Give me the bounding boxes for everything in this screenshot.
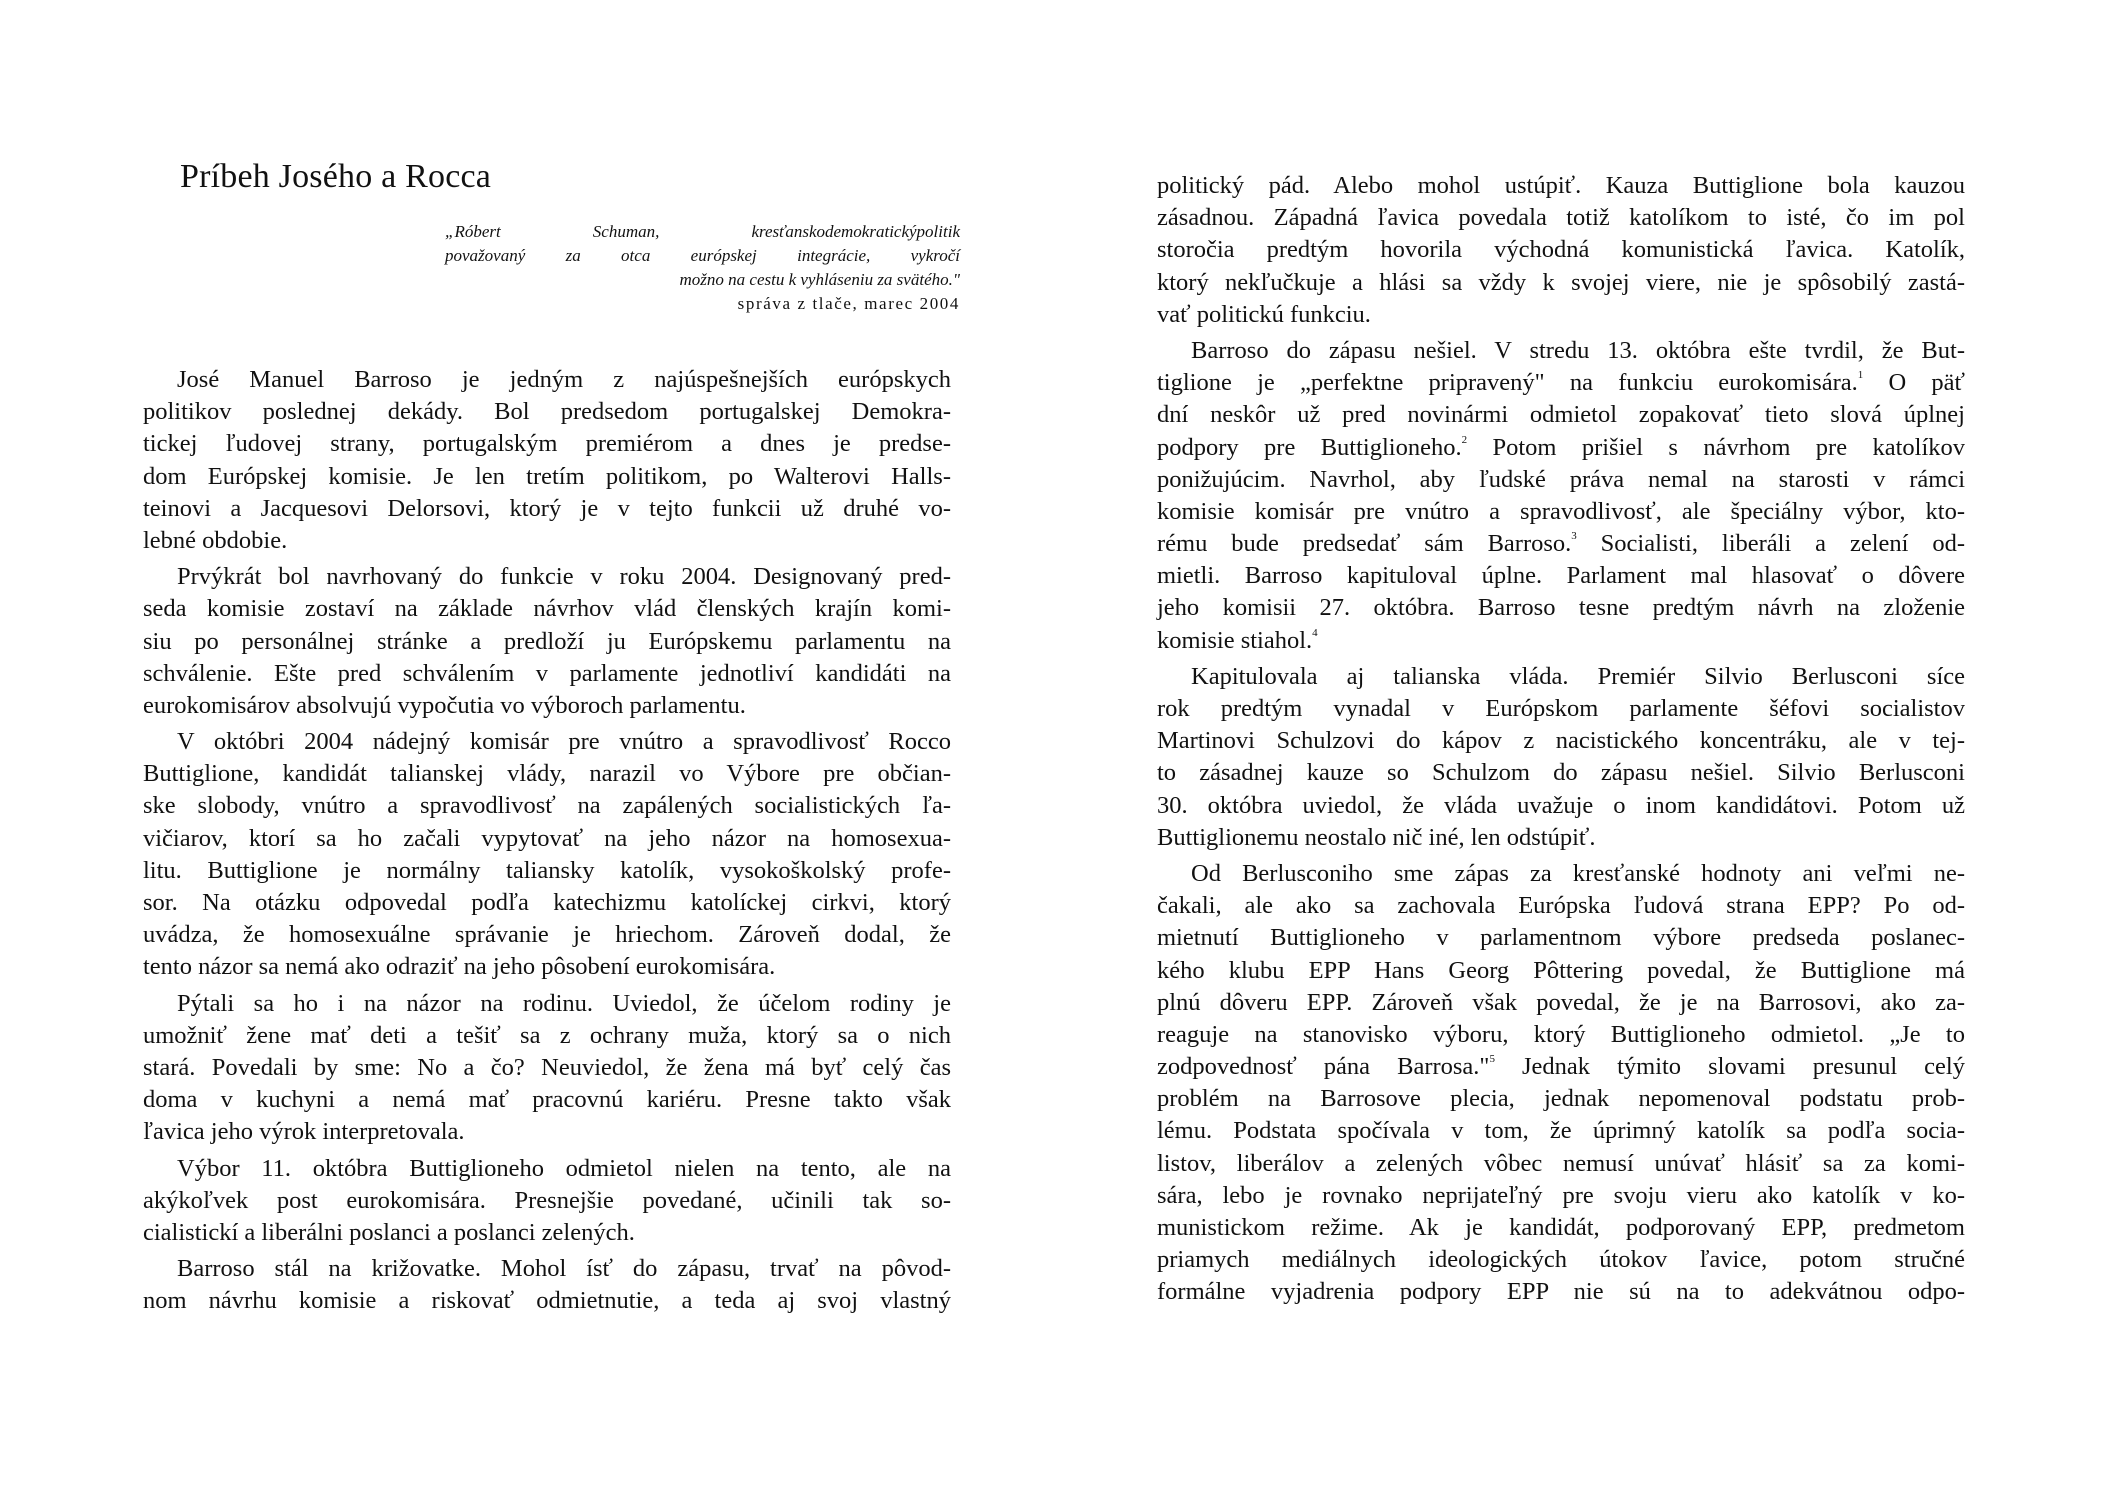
text-line: doma v kuchyni a nemá mať pracovnú kariéru. Presne takto však xyxy=(143,1086,951,1114)
text-line: Prvýkrát bol navrhovaný do funkcie v roku 2004. Designovaný pred- xyxy=(177,563,951,591)
text-line: formálne vyjadrenia podpory EPP nie sú na to adekvátnou odpo- xyxy=(1157,1278,1965,1306)
text-line: priamych mediálnych ideologických útokov ľavice, potom stručné xyxy=(1157,1246,1965,1274)
text-line: lebné obdobie. xyxy=(143,526,288,554)
footnote-marker: 3 xyxy=(1571,530,1577,543)
text-line: tiglione je „perfektne pripravený" na funkciu eurokomisára.$^1$ O päť xyxy=(1157,369,1965,397)
text-line: mietli. Barroso kapituloval úplne. Parlament mal hlasovať o dôvere xyxy=(1157,562,1965,590)
paragraph xyxy=(143,988,951,1149)
paragraph xyxy=(1157,661,1965,854)
paragraph xyxy=(143,1253,951,1317)
text-line: eurokomisárov absolvujú vypočutia vo výboroch parlamentu. xyxy=(143,691,746,719)
text-line: siu po personálnej stránke a predloží ju Európskemu parlamentu na xyxy=(143,627,951,655)
text-line: teinovi a Jacquesovi Delorsovi, ktorý je v tejto funkcii už druhé vo- xyxy=(143,494,951,522)
text-line: lému. Podstata spočívala v tom, že úprimný katolík sa podľa socia- xyxy=(1157,1117,1965,1145)
text-line: podpory pre Buttiglioneho.$^2$ Potom prišiel s návrhom pre katolíkov xyxy=(1157,433,1965,461)
chapter-title: Príbeh Josého a Rocca xyxy=(180,158,492,195)
paragraph xyxy=(1157,858,1965,1309)
text-line: José Manuel Barroso je jedným z najúspešnejších európskych xyxy=(177,366,951,393)
text-line: Martinovi Schulzovi do kápov z nacistického koncentráku, ale v tej- xyxy=(1157,727,1965,755)
text-line: litu. Buttiglione je normálny taliansky katolík, vysokoškolský profe- xyxy=(143,856,951,884)
text-line: dom Európskej komisie. Je len tretím politikom, po Walterovi Halls- xyxy=(143,462,951,490)
text-line: tento názor sa nemá ako odraziť na jeho pôsobení eurokomisára. xyxy=(143,953,776,981)
text-line: stará. Povedali by sme: No a čo? Neuviedol, že žena má byť celý čas xyxy=(143,1053,951,1081)
left-text-column xyxy=(143,364,951,1321)
text-line: Pýtali sa ho i na názor na rodinu. Uviedol, že účelom rodiny je xyxy=(177,989,951,1017)
text-line: politický pád. Alebo mohol ustúpiť. Kauza Buttiglione bola kauzou xyxy=(1157,172,1965,199)
text-line: mietnutí Buttiglioneho v parlamentnom výbore predseda poslanec- xyxy=(1157,924,1965,952)
text-line: vať politickú funkciu. xyxy=(1157,300,1371,328)
text-line: schválenie. Ešte pred schválením v parlamente jednotliví kandidáti na xyxy=(143,659,951,687)
text-line: cialistickí a liberálni poslanci a poslanci zelených. xyxy=(143,1218,635,1246)
text-line: Výbor 11. októbra Buttiglioneho odmietol nielen na tento, ale na xyxy=(177,1154,951,1182)
text-line: Od Berlusconiho sme zápas za kresťanské hodnoty ani veľmi ne- xyxy=(1191,859,1965,887)
text-line: komisie komisár pre vnútro a spravodlivosť, ale špeciálny výbor, kto- xyxy=(1157,497,1965,525)
text-line: problém na Barrosove plecia, jednak nepomenoval podstatu prob- xyxy=(1157,1085,1965,1113)
paragraph xyxy=(1157,335,1965,657)
text-line: plnú dôveru EPP. Zároveň však povedal, že je na Barrosovi, ako za- xyxy=(1157,988,1965,1016)
footnote-marker: 5 xyxy=(1489,1053,1495,1066)
paragraph xyxy=(143,726,951,984)
text-line: uvádza, že homosexuálne správanie je hriechom. Zároveň dodal, že xyxy=(143,921,951,949)
text-line: listov, liberálov a zelených vôbec nemusí unúvať hlásiť sa za komi- xyxy=(1157,1149,1965,1177)
text-line: akýkoľvek post eurokomisára. Presnejšie povedané, učinili tak so- xyxy=(143,1186,951,1214)
text-line: V októbri 2004 nádejný komisár pre vnútro a spravodlivosť Rocco xyxy=(177,728,951,756)
text-line: Barroso stál na križovatke. Mohol ísť do zápasu, trvať na pôvod- xyxy=(177,1255,951,1283)
text-line: sor. Na otázku odpovedal podľa katechizmu katolíckej cirkvi, ktorý xyxy=(143,889,951,916)
text-line: storočia predtým hovorila východná komunistická ľavica. Katolík, xyxy=(1157,236,1965,264)
text-line: Buttiglionemu neostalo nič iné, len odstúpiť. xyxy=(1157,823,1596,851)
text-line: seda komisie zostaví na základe návrhov vlád členských krajín komi- xyxy=(143,595,951,623)
text-line: komisie stiahol.$^4$ xyxy=(1157,626,1318,654)
text-line: ske slobody, vnútro a spravodlivosť na zapálených socialistických ľa- xyxy=(143,792,951,820)
text-line: Kapitulovala aj talianska vláda. Premiér Silvio Berlusconi síce xyxy=(1191,662,1965,690)
text-line: politikov poslednej dekády. Bol predsedom portugalskej Demokra- xyxy=(143,398,951,426)
text-line: ľavica jeho výrok interpretovala. xyxy=(143,1118,465,1146)
text-line: vičiarov, ktorí sa ho začali vypytovať na jeho názor na homosexua- xyxy=(143,824,951,852)
epigraph-line: „Róbert Schuman, kresťanskodemokratickýpolitik xyxy=(445,222,960,241)
footnote-marker: 2 xyxy=(1461,433,1468,446)
footnote-marker: 1 xyxy=(1857,369,1864,382)
text-line: zodpovednosť pána Barrosa."$^5$ Jednak týmito slovami presunul celý xyxy=(1157,1053,1965,1081)
text-line: dní neskôr už pred novinármi odmietol zopakovať tieto slová úplnej xyxy=(1157,401,1965,429)
epigraph-line: považovaný za otca európskej integrácie, vykročí xyxy=(445,246,960,265)
paragraph xyxy=(143,561,951,722)
text-line: kého klubu EPP Hans Georg Pôttering povedal, že Buttiglione má xyxy=(1157,956,1965,984)
text-line: umožniť žene mať deti a tešiť sa z ochrany muža, ktorý sa o nich xyxy=(143,1021,951,1049)
text-line: Buttiglione, kandidát talianskej vlády, narazil vo Výbore pre občian- xyxy=(143,760,951,788)
text-line: tickej ľudovej strany, portugalským premiérom a dnes je predse- xyxy=(143,430,951,458)
text-line: 30. októbra uviedol, že vláda uvažuje o inom kandidátovi. Potom už xyxy=(1157,791,1965,819)
text-line: reaguje na stanovisko výboru, ktorý Buttiglioneho odmietol. „Je to xyxy=(1157,1020,1965,1048)
text-line: sára, lebo je rovnako neprijateľný pre svoju vieru ako katolík v ko- xyxy=(1157,1181,1965,1209)
footnote-marker: 4 xyxy=(1312,626,1318,639)
text-line: čakali, ale ako sa zachovala Európska ľudová strana EPP? Po od- xyxy=(1157,892,1965,920)
epigraph xyxy=(445,220,960,316)
paragraph xyxy=(143,364,951,557)
text-line: zásadnou. Západná ľavica povedala totiž katolíkom to isté, čo im pol xyxy=(1157,204,1965,232)
text-line: rému bude predsedať sám Barroso.$^3$ Socialisti, liberáli a zelení od- xyxy=(1157,530,1965,558)
text-line: to zásadnej kauze so Schulzom do zápasu nešiel. Silvio Berlusconi xyxy=(1157,759,1965,787)
epigraph-line: možno na cestu k vyhláseniu za svätého." xyxy=(679,270,960,289)
text-line: nom návrhu komisie a riskovať odmietnutie, a teda aj svoj vlastný xyxy=(143,1287,951,1315)
paragraph xyxy=(1157,170,1965,331)
right-page xyxy=(1058,0,2116,1500)
text-line: rok predtým vynadal v Európskom parlamente šéfovi socialistov xyxy=(1157,695,1965,722)
text-line: jeho komisii 27. októbra. Barroso tesne predtým návrh na zloženie xyxy=(1157,594,1965,622)
text-line: ktorý nekľučkuje a hlási sa vždy k svojej viere, nie je spôsobilý zastá- xyxy=(1157,268,1965,296)
text-line: ponižujúcim. Navrhol, aby ľudské práva nemal na starosti v rámci xyxy=(1157,465,1965,493)
text-line: munistickom režime. Ak je kandidát, podporovaný EPP, predmetom xyxy=(1157,1214,1965,1241)
right-text-column xyxy=(1157,170,1965,1313)
text-line: Barroso do zápasu nešiel. V stredu 13. októbra ešte tvrdil, že But- xyxy=(1191,336,1965,364)
epigraph-source: správa z tlače, marec 2004 xyxy=(737,294,960,313)
paragraph xyxy=(143,1153,951,1250)
